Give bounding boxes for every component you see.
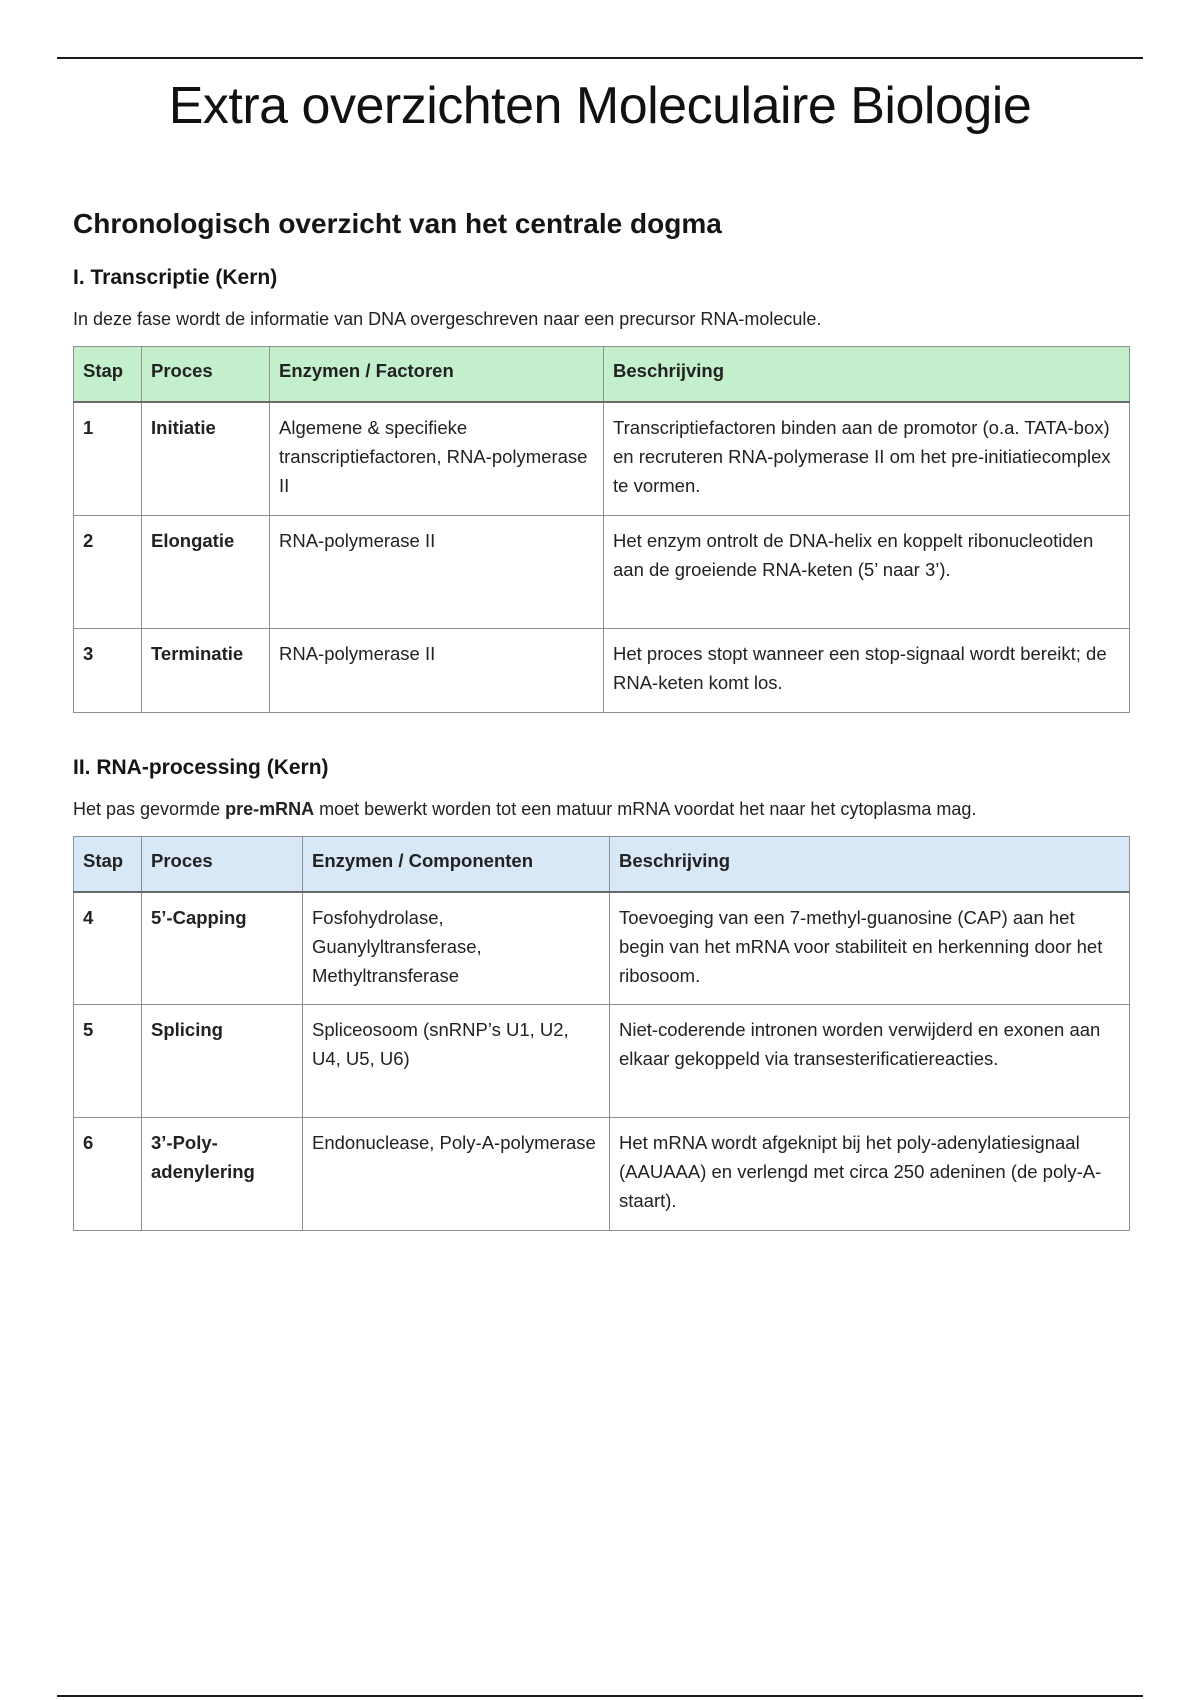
cell-enzymen: RNA-polymerase II [270, 515, 604, 628]
cell-beschrijving: Transcriptiefactoren binden aan de promotor (o.a. TATA-box) en recruteren RNA-polymerase II om het pre-initiatiecomplex te vormen. [604, 402, 1130, 515]
section-title: Chronologisch overzicht van het centrale dogma [73, 208, 722, 239]
bottom-rule [57, 1695, 1143, 1697]
cell-proces: Splicing [142, 1005, 303, 1118]
column-header-stap: Stap [74, 836, 142, 892]
intro-text-after: moet bewerkt worden tot een matuur mRNA voordat het naar het cytoplasma mag. [314, 798, 977, 819]
column-header-proces: Proces [142, 836, 303, 892]
table-row [74, 1118, 1130, 1231]
cell-proces: 3’-Poly-adenylering [142, 1118, 303, 1231]
intro-text-before: Het pas gevormde [73, 798, 226, 819]
cell-beschrijving: Het enzym ontrolt de DNA-helix en koppelt ribonucleotiden aan de groeiende RNA-keten (5’ naar 3’). [604, 515, 1130, 628]
transcription-table [73, 346, 1130, 713]
column-header-proces: Proces [142, 347, 270, 403]
table-header-row [74, 347, 1130, 403]
table-row [74, 402, 1130, 515]
cell-proces: Initiatie [142, 402, 270, 515]
cell-beschrijving: Het proces stopt wanneer een stop-signaal wordt bereikt; de RNA-keten komt los. [604, 628, 1130, 712]
cell-enzymen: Algemene & specifieke transcriptiefactoren, RNA-polymerase II [270, 402, 604, 515]
cell-beschrijving: Niet-coderende intronen worden verwijderd en exonen aan elkaar gekoppeld via transesterificatiereacties. [610, 1005, 1130, 1118]
rna-processing-intro [73, 795, 1129, 823]
column-header-enzymen: Enzymen / Componenten [303, 836, 610, 892]
section-spacer [73, 713, 1129, 753]
intro-text-bold: pre-mRNA [225, 798, 315, 819]
cell-proces: 5’-Capping [142, 892, 303, 1005]
cell-stap: 2 [74, 515, 142, 628]
column-header-enzymen: Enzymen / Factoren [270, 347, 604, 403]
cell-beschrijving: Toevoeging van een 7-methyl-guanosine (CAP) aan het begin van het mRNA voor stabiliteit en herkenning door het ribosoom. [610, 892, 1130, 1005]
transcription-intro: In deze fase wordt de informatie van DNA overgeschreven naar een precursor RNA-molecule. [73, 309, 822, 329]
column-header-beschrijving: Beschrijving [610, 836, 1130, 892]
cell-beschrijving: Het mRNA wordt afgeknipt bij het poly-adenylatiesignaal (AAUAAA) en verlengd met circa 250 adeninen (de poly-A-staart). [610, 1118, 1130, 1231]
transcription-heading: I. Transcriptie (Kern) [73, 266, 278, 289]
cell-proces: Terminatie [142, 628, 270, 712]
column-header-beschrijving: Beschrijving [604, 347, 1130, 403]
cell-stap: 4 [74, 892, 142, 1005]
table-row [74, 515, 1130, 628]
cell-enzymen: Spliceosoom (snRNP’s U1, U2, U4, U5, U6) [303, 1005, 610, 1118]
table-row [74, 628, 1130, 712]
cell-stap: 6 [74, 1118, 142, 1231]
cell-proces: Elongatie [142, 515, 270, 628]
table-row [74, 1005, 1130, 1118]
cell-enzymen: Endonuclease, Poly-A-polymerase [303, 1118, 610, 1231]
cell-stap: 3 [74, 628, 142, 712]
rna-processing-table [73, 836, 1130, 1232]
cell-stap: 5 [74, 1005, 142, 1118]
cell-stap: 1 [74, 402, 142, 515]
column-header-stap: Stap [74, 347, 142, 403]
document-body [73, 204, 1129, 1231]
table-header-row [74, 836, 1130, 892]
cell-enzymen: Fosfohydrolase, Guanylyltransferase, Methyltransferase [303, 892, 610, 1005]
table-row [74, 892, 1130, 1005]
cell-enzymen: RNA-polymerase II [270, 628, 604, 712]
top-rule [57, 57, 1143, 59]
document-title: Extra overzichten Moleculaire Biologie [168, 77, 1032, 135]
rna-processing-heading: II. RNA-processing (Kern) [73, 755, 329, 779]
